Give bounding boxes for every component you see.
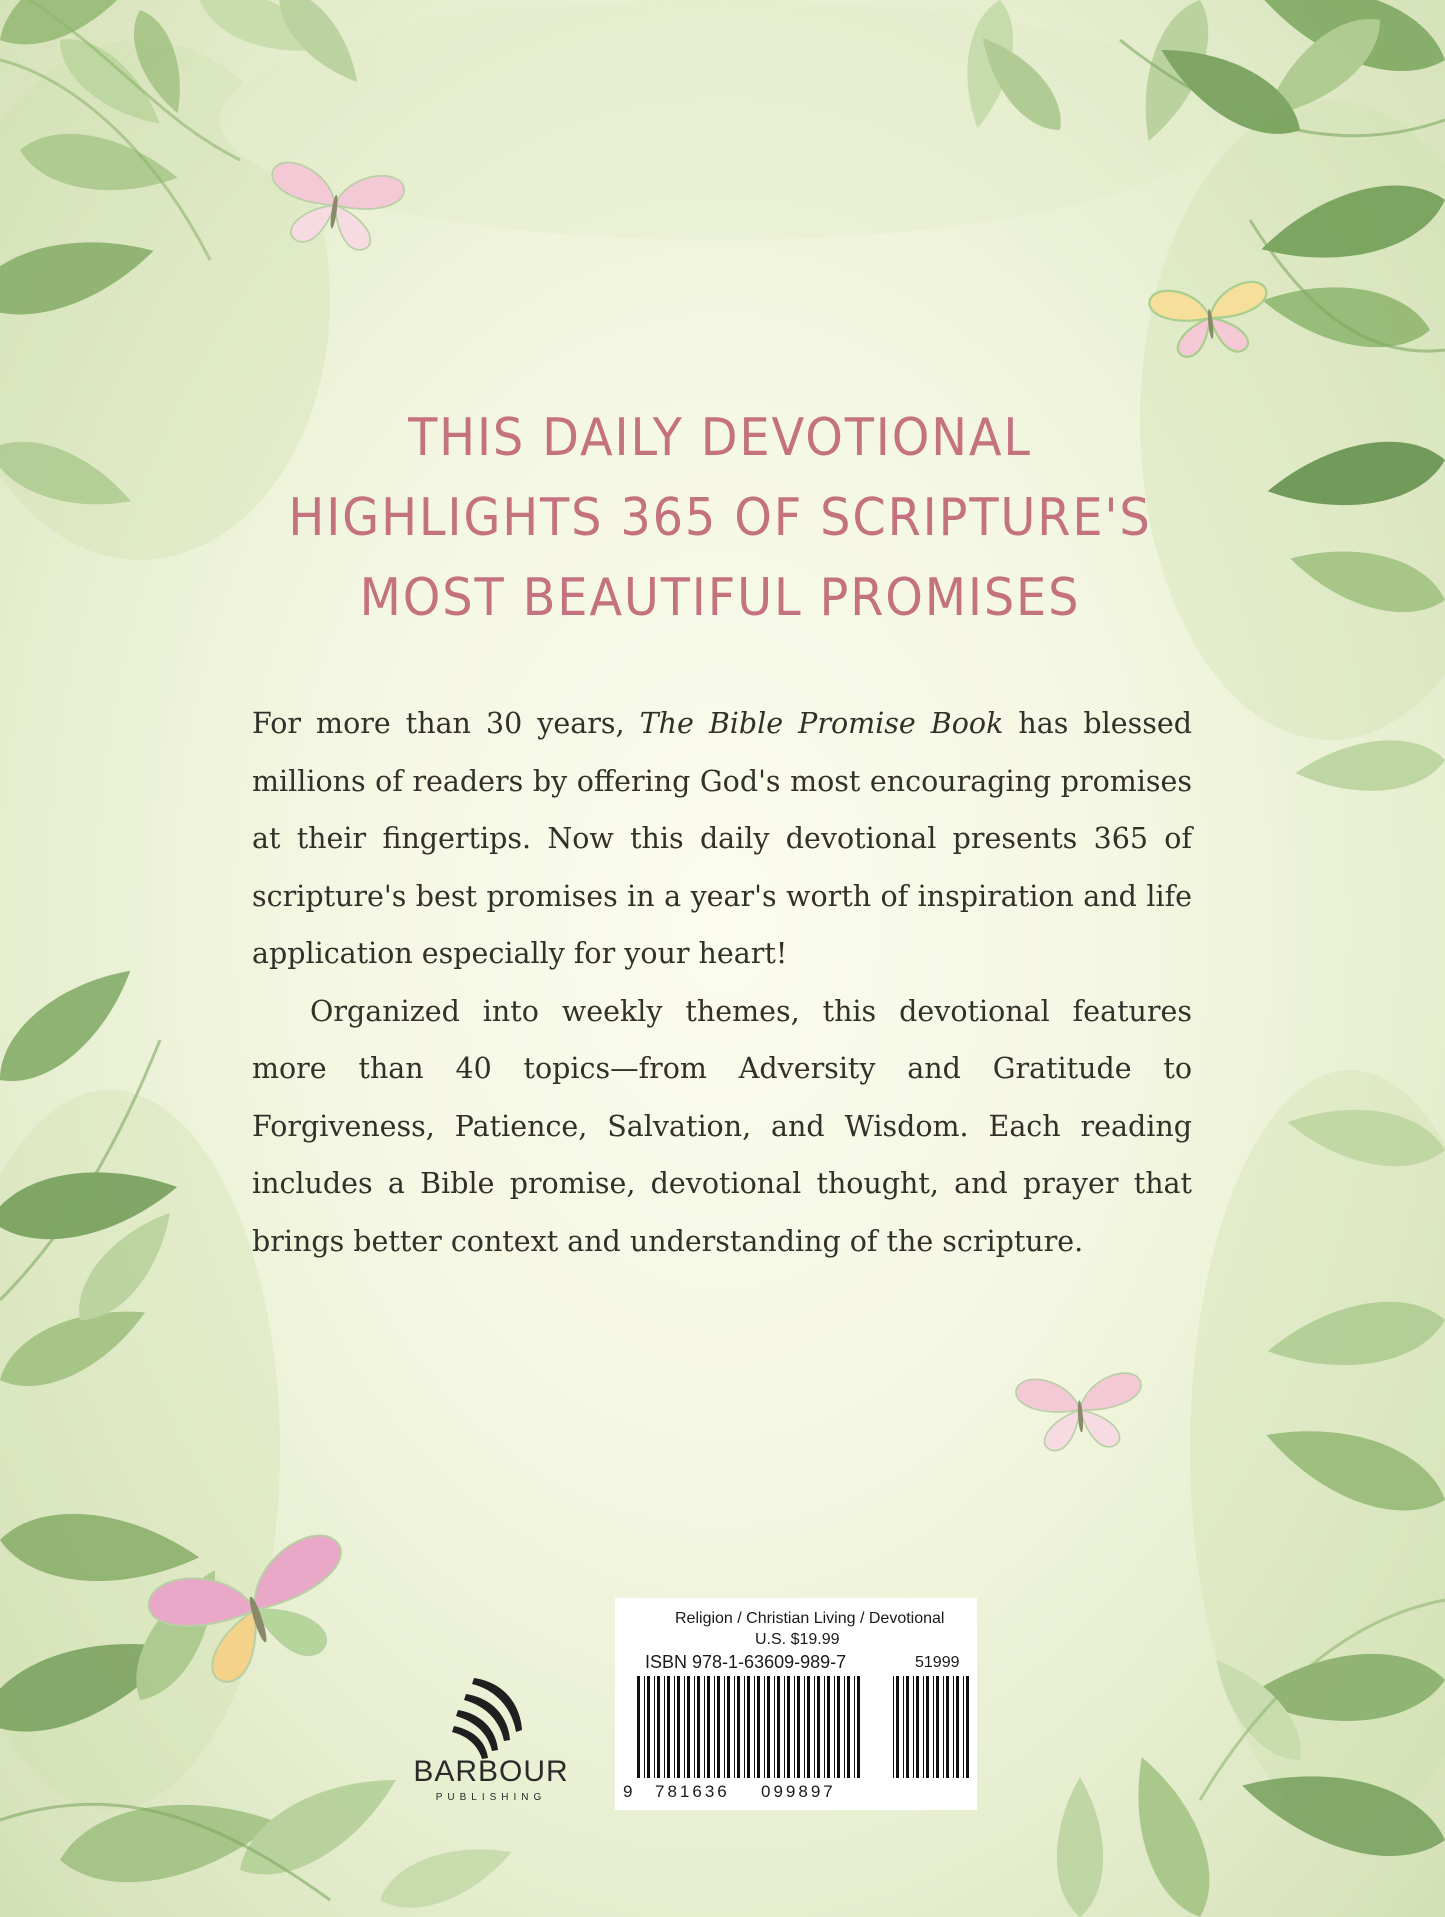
price-code-label: 51999	[915, 1654, 960, 1671]
publisher-subtitle: PUBLISHING	[435, 1792, 547, 1803]
barcode-panel	[615, 1598, 977, 1810]
barcode-bars	[615, 1598, 977, 1810]
headline-line-3: MOST BEAUTIFUL PROMISES	[359, 568, 1081, 628]
headline-line-2: HIGHLIGHTS 365 OF SCRIPTURE'S	[288, 488, 1152, 548]
publisher-name: BARBOUR	[413, 1755, 569, 1788]
barcode-digits-right: 099897	[761, 1782, 836, 1801]
description-paragraph-1: For more than 30 years, The Bible Promise Book has blessed millions of readers by offering God's most encouraging promises at their fingertips. Now this daily devotional presents 365 of scripture's best promises in a year's worth of inspiration and life application especially for your heart!	[252, 707, 1192, 970]
description-paragraph-2: Organized into weekly themes, this devotional features more than 40 topics—from Adversity and Gratitude to Forgiveness, Patience, Salvation, and Wisdom. Each reading includes a Bible promise, devotional thought, and prayer that brings better context and understanding of the scripture.	[252, 994, 1192, 1258]
headline-line-1: THIS DAILY DEVOTIONAL	[408, 408, 1032, 468]
bisac-category: Religion / Christian Living / Devotional	[675, 1610, 945, 1627]
butterfly-pink-right	[1015, 1372, 1145, 1453]
isbn-label: ISBN 978-1-63609-989-7	[645, 1652, 847, 1672]
barcode-digit-lead: 9	[623, 1782, 633, 1801]
book-title: The Bible Promise Book	[639, 707, 1004, 740]
description	[252, 695, 1192, 1270]
price-label: U.S. $19.99	[755, 1631, 840, 1648]
headline	[260, 398, 1180, 638]
barcode-digits-left: 781636	[655, 1782, 730, 1801]
